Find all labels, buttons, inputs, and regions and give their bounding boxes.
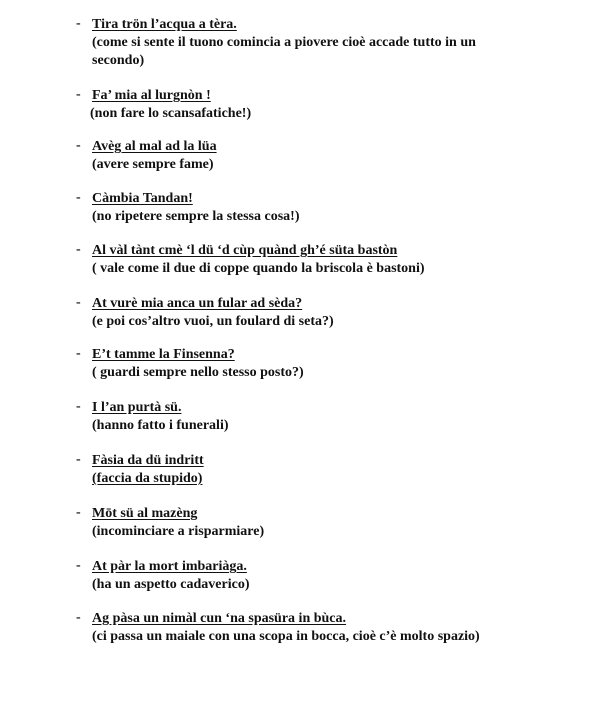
bullet-dash: - — [76, 452, 81, 467]
bullet-dash: - — [76, 505, 81, 520]
saying-meaning: (incominciare a risparmiare) — [92, 524, 265, 539]
dialect-saying: Al vàl tànt cmè ‘l dü ‘d cùp quànd gh’é süta bastòn — [92, 243, 398, 258]
dialect-saying: Avèg al mal ad la lüa — [92, 139, 217, 154]
saying-meaning: (avere sempre fame) — [92, 157, 214, 172]
dialect-saying: Càmbia Tandan! — [92, 191, 193, 206]
dialect-saying: Fàsia da dü indritt — [92, 453, 204, 468]
saying-meaning: ( guardi sempre nello stesso posto?) — [92, 365, 304, 380]
dialect-saying: At vurè mia anca un fular ad sèda? — [92, 296, 303, 311]
saying-meaning: (faccia da stupido) — [92, 471, 203, 486]
dialect-saying: Ag pàsa un nimàl cun ‘na spasüra in bùca. — [92, 611, 347, 626]
bullet-dash: - — [76, 610, 81, 625]
bullet-dash: - — [76, 190, 81, 205]
dialect-saying: I l’an purtà sü. — [92, 400, 182, 415]
saying-meaning: (e poi cos’altro vuoi, un foulard di seta?) — [92, 314, 334, 329]
saying-meaning: (ci passa un maiale con una scopa in bocca, cioè c’è molto spazio) — [92, 629, 480, 644]
saying-meaning: (hanno fatto i funerali) — [92, 418, 229, 433]
saying-meaning-continued: secondo) — [92, 53, 145, 68]
bullet-dash: - — [76, 295, 81, 310]
dialect-saying: Mōt sü al mazèng — [92, 506, 198, 521]
saying-meaning: (no ripetere sempre la stessa cosa!) — [92, 209, 300, 224]
dialect-saying: At pàr la mort imbariàga. — [92, 559, 247, 574]
bullet-dash: - — [76, 242, 81, 257]
bullet-dash: - — [76, 558, 81, 573]
dialect-saying: Fa’ mia al lurgnòn ! — [92, 88, 211, 103]
bullet-dash: - — [76, 87, 81, 102]
saying-meaning: (ha un aspetto cadaverico) — [92, 577, 250, 592]
saying-meaning: (non fare lo scansafatiche!) — [90, 106, 252, 121]
saying-meaning: (come si sente il tuono comincia a piovere cioè accade tutto in un — [92, 35, 476, 50]
bullet-dash: - — [76, 346, 81, 361]
saying-meaning: ( vale come il due di coppe quando la briscola è bastoni) — [92, 261, 425, 276]
dialect-saying: Tira trön l’acqua a tèra. — [92, 17, 237, 32]
bullet-dash: - — [76, 399, 81, 414]
bullet-dash: - — [76, 138, 81, 153]
dialect-saying: E’t tamme la Finsenna? — [92, 347, 235, 362]
bullet-dash: - — [76, 16, 81, 31]
